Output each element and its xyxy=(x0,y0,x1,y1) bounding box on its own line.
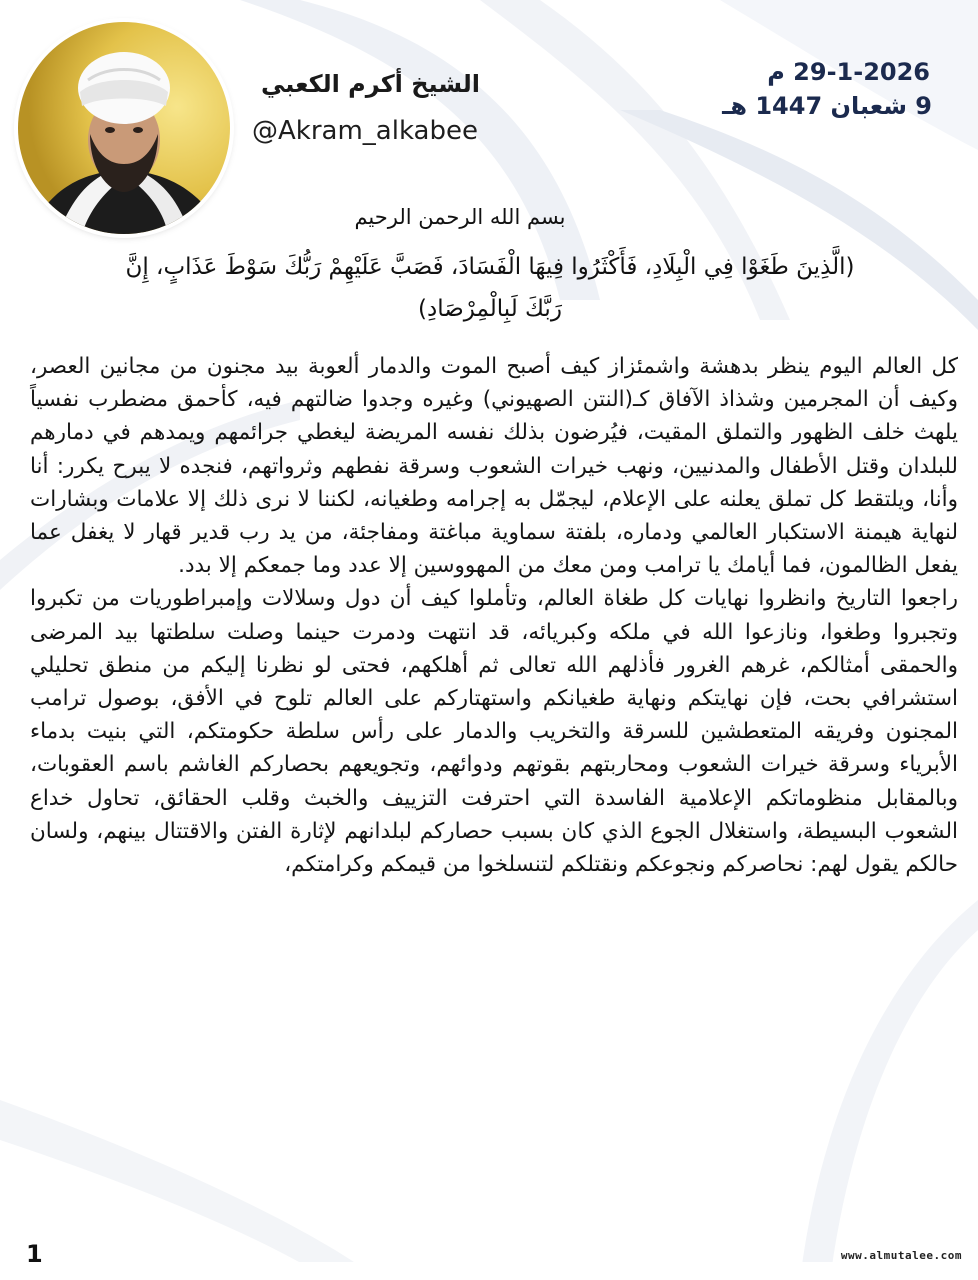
article-body xyxy=(30,350,958,881)
date-hijri: 9 شعبان 1447 هـ xyxy=(722,92,932,120)
paragraph: كل العالم اليوم ينظر بدهشة واشمئزاز كيف أصبح الموت والدمار ألعوبة بيد مجنون من مجانين العصر، وكيف أن المجرمين وشذاذ الآفاق كـ(النتن الصهيوني) وغيره وجدوا ضالتهم فيه، كأحمق مضطرب نفسياً يلهث خلف الظهور والتملق المقيت، فيُرضون بذلك نفسه المريضة ليغطي جرائمهم ويمدهم في دمارهم للبلدان وقتل الأطفال والمدنيين، ونهب خيرات الشعوب وسرقة نفطهم وثرواتهم، فنجده لا يبرح يكرر: أنا وأنا، ويلتقط كل تملق يعلنه على الإعلام، ليجمّل به إجرامه وطغيانه، لكننا لا نرى ذلك إلا علامات وبشارات لنهاية هيمنة الاستكبار العالمي ودماره، بلفتة سماوية مباغتة ومفاجئة، من يد رب قدير قهار لا يغفل عما يفعل الظالمون، فما أيامك يا ترامب ومن معك من المهووسين إلا عدد وما جمعكم إلا بدد. xyxy=(30,354,958,579)
header xyxy=(0,0,978,200)
author-handle: @Akram_alkabee xyxy=(252,116,478,146)
author-name: الشيخ أكرم الكعبي xyxy=(261,70,480,98)
avatar xyxy=(18,22,230,234)
quran-verse: (الَّذِينَ طَغَوْا فِي الْبِلَادِ، فَأَكْثَرُوا فِيهَا الْفَسَادَ، فَصَبَّ عَلَيْهِمْ رَبُّكَ سَوْطَ عَذَابٍ، إِنَّ رَبَّكَ لَبِالْمِرْصَادِ) xyxy=(125,254,855,322)
basmala: بسم الله الرحمن الرحيم xyxy=(354,205,566,229)
portrait-image xyxy=(18,22,230,234)
site-url: www.almutalee.com xyxy=(840,1249,962,1262)
paragraph: راجعوا التاريخ وانظروا نهايات كل طغاة العالم، وتأملوا كيف أن دول وسلالات وإمبراطوريات من تكبروا وتجبروا وطغوا، ونازعوا الله في ملكه وكبريائه، قد انتهت ودمرت حينما وصلت سلطتها بيد المرضى والحمقى أمثالكم، غرهم الغرور فأذلهم الله تعالى ثم أهلكهم، فحتى لو نظرنا إليكم من منطق تحليلي استشرافي بحت، فإن نهايتكم ونهاية طغيانكم واستهتاركم على العالم تلوح في الأفق، بوصول ترامب المجنون وفريقه المتعطشين للسرقة والتخريب والدمار على رأس سلطة حكومتكم، التي بنيت بدماء الأبرياء وسرقة خيرات الشعوب ومحاربتهم بقوتهم ودوائهم، وتجويعهم بحصاركم الغاشم باسم العقوبات، وبالمقابل منظوماتكم الإعلامية الفاسدة التي احترفت التزييف والخبث وقلب الحقائق، تحاول خداع الشعوب البسيطة، واستغلال الجوع الذي كان بسبب حصاركم لبلدانهم لإثارة الفتن والاقتتال بينهم، ولسان حالكم يقول لهم: نحاصركم ونجوعكم ونقتلكم لتنسلخوا من قيمكم وكرامتكم، xyxy=(30,586,958,878)
page-number: 1 xyxy=(26,1240,43,1268)
date-gregorian: 29-1-2026 م xyxy=(767,58,930,86)
